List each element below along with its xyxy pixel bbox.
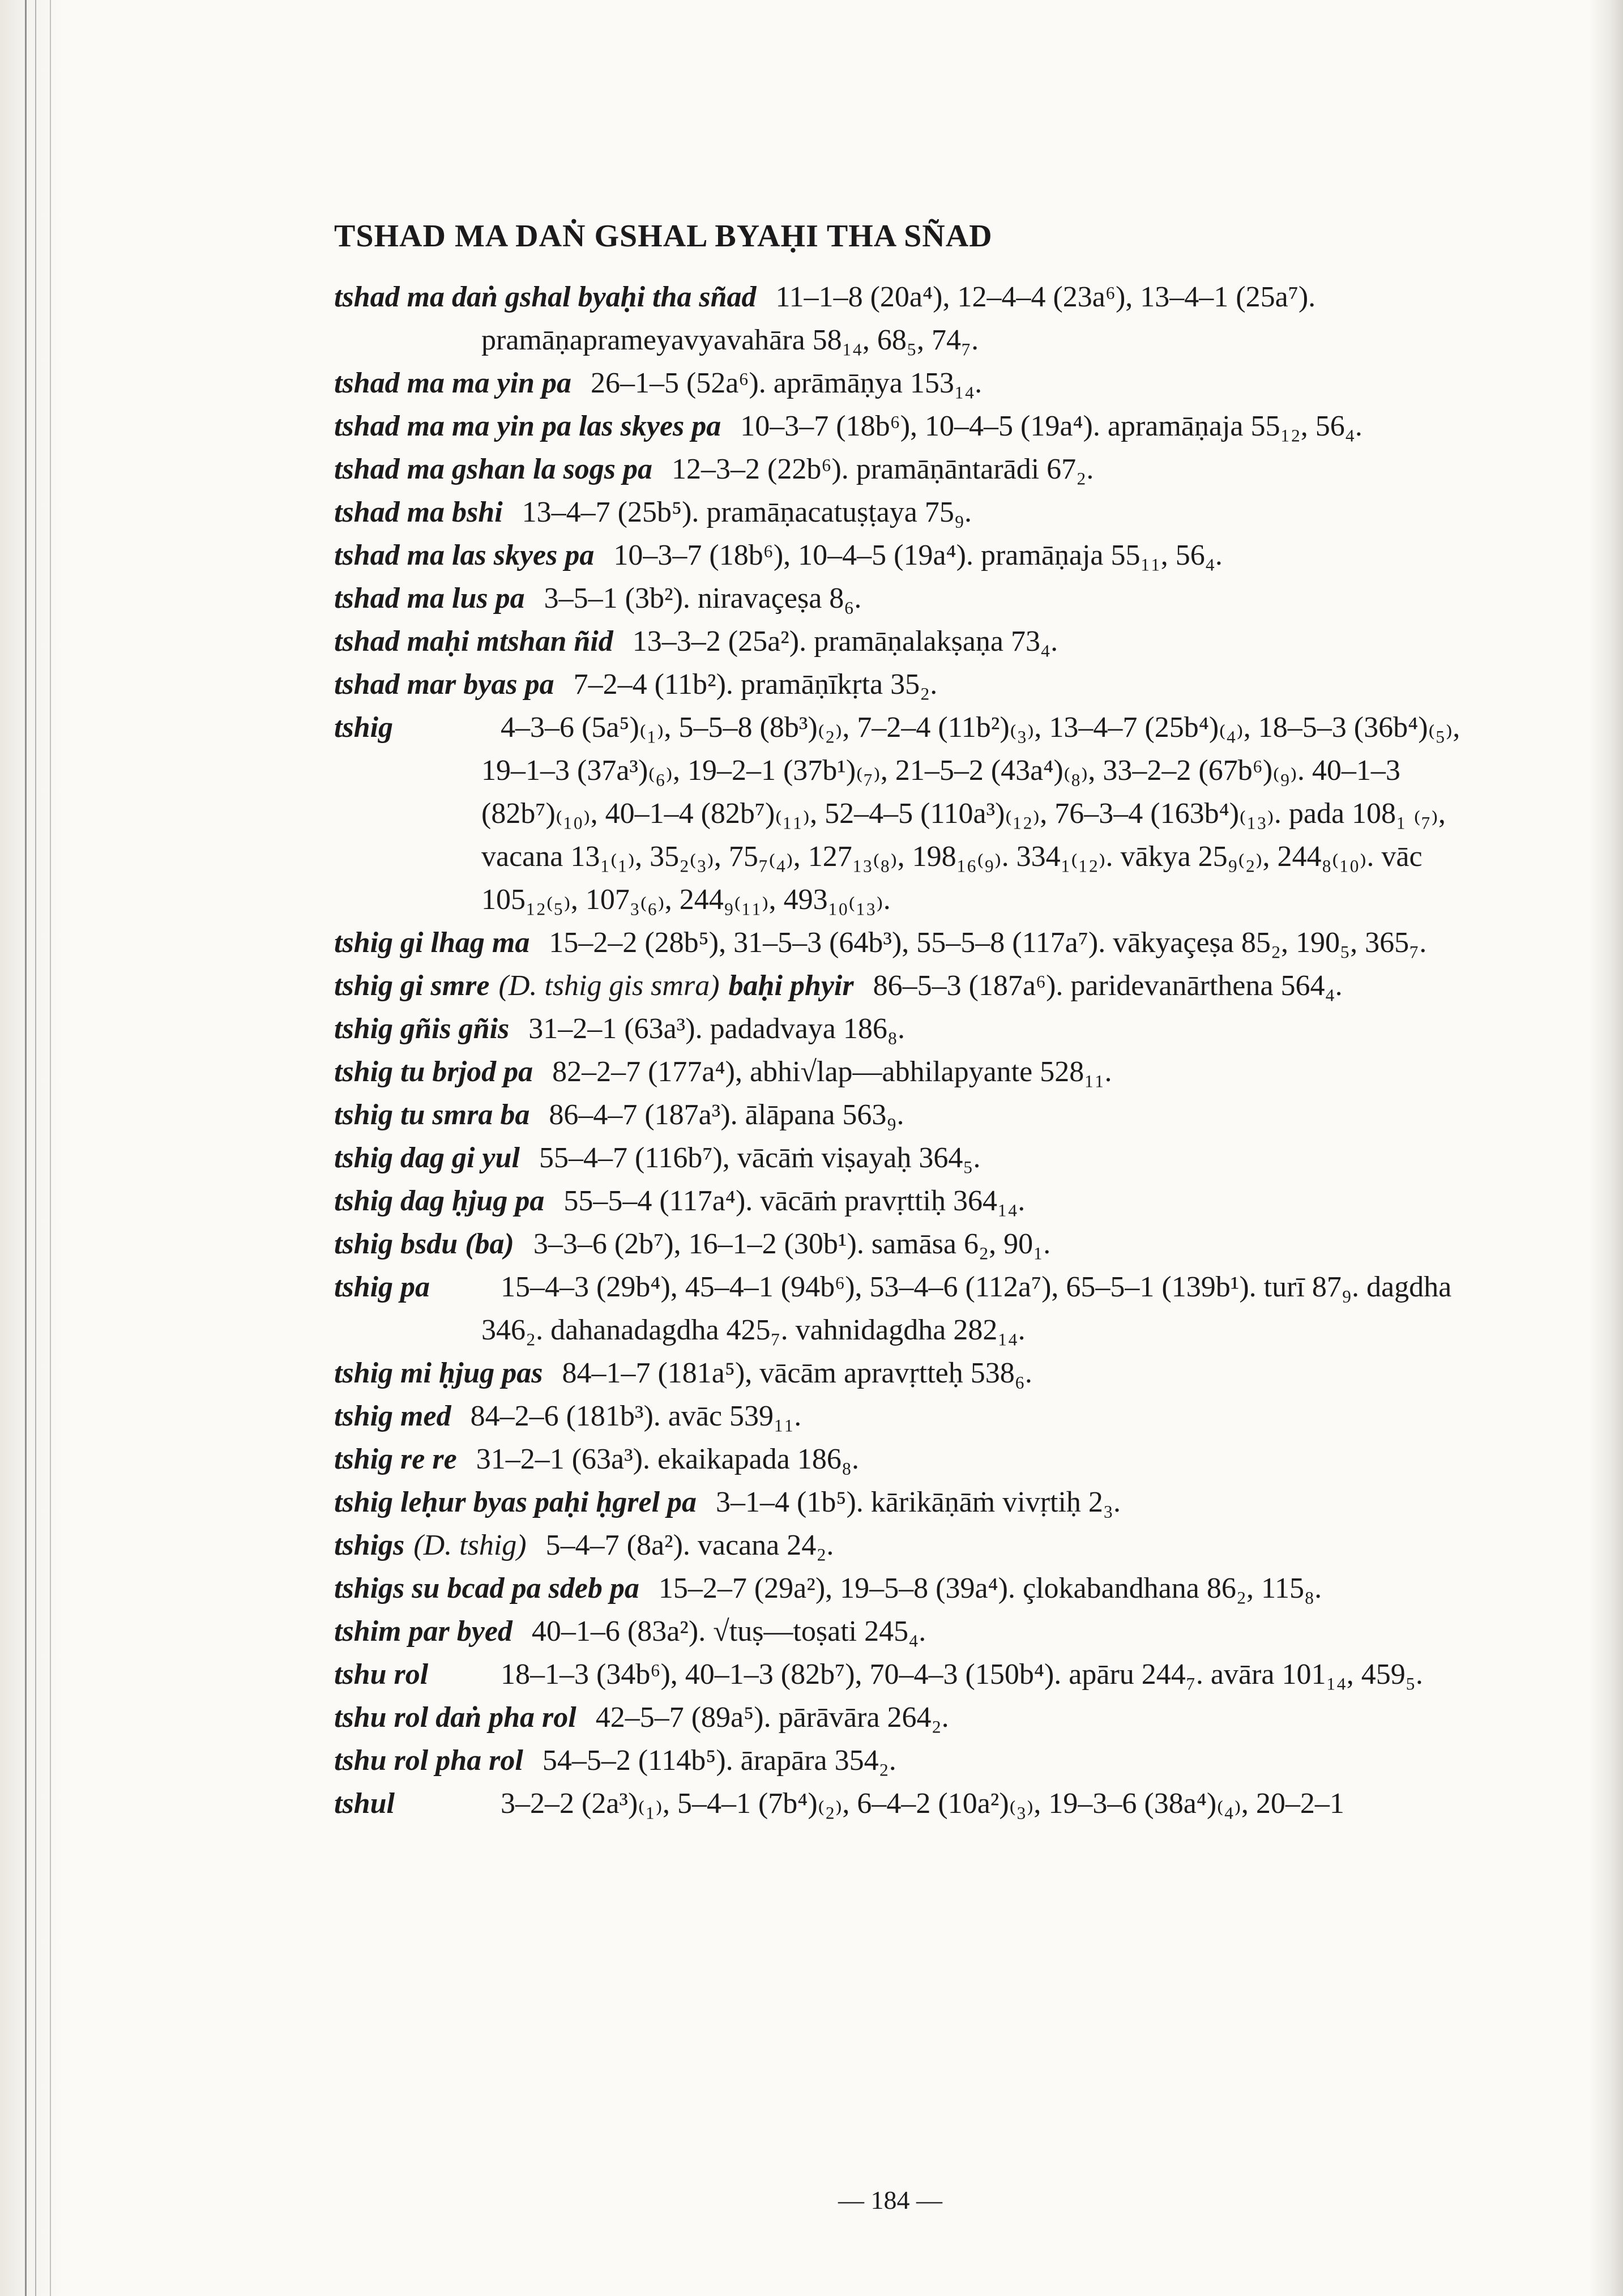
index-entry bbox=[334, 1352, 1467, 1395]
entry-references: 3–5–1 (3b²). niravaçeṣa 8₆. bbox=[544, 582, 862, 614]
entry-headword: tshig tu brjod pa bbox=[334, 1056, 533, 1088]
entry-references: 10–3–7 (18b⁶), 10–4–5 (19a⁴). pramāṇaja 55₁₁, 56₄. bbox=[613, 539, 1223, 571]
entry-headword: tshigs bbox=[334, 1529, 405, 1561]
entry-references: 7–2–4 (11b²). pramāṇīkṛta 35₂. bbox=[573, 668, 938, 701]
index-entry bbox=[334, 965, 1467, 1008]
entry-headword: tshig gi smre bbox=[334, 970, 490, 1002]
page-number: — 184 — bbox=[838, 2186, 942, 2214]
index-entry bbox=[334, 405, 1467, 448]
index-entry bbox=[334, 706, 1467, 921]
entry-references: 84–2–6 (181b³). avāc 539₁₁. bbox=[470, 1400, 802, 1432]
entry-headword: tshad ma gshan la sogs pa bbox=[334, 453, 653, 485]
entry-references: 11–1–8 (20a⁴), 12–4–4 (23a⁶), 13–4–1 (25a⁷). pramāṇaprameyavyavahāra 58₁₄, 68₅, 74₇. bbox=[481, 281, 1316, 356]
entry-headword: tshad ma bshi bbox=[334, 496, 503, 528]
scan-line bbox=[35, 0, 36, 2296]
entry-headword: tshig bbox=[334, 711, 394, 744]
index-entry bbox=[334, 1180, 1467, 1223]
entry-references: 86–5–3 (187a⁶). paridevanārthena 564₄. bbox=[873, 970, 1343, 1002]
entry-headword: tshu rol bbox=[334, 1658, 429, 1691]
entry-references: 15–2–7 (29a²), 19–5–8 (39a⁴). çlokabandhana 86₂, 115₈. bbox=[658, 1572, 1322, 1604]
entry-references: 3–3–6 (2b⁷), 16–1–2 (30b¹). samāsa 6₂, 90₁. bbox=[533, 1228, 1051, 1260]
index-entry bbox=[334, 1696, 1467, 1739]
entry-references: 12–3–2 (22b⁶). pramāṇāntarādi 67₂. bbox=[672, 453, 1094, 485]
entry-headword: tshigs su bcad pa sdeb pa bbox=[334, 1572, 639, 1604]
index-entry bbox=[334, 1653, 1467, 1696]
entry-headword: tshig leḥur byas paḥi ḥgrel pa bbox=[334, 1486, 697, 1518]
index-entry bbox=[334, 1481, 1467, 1524]
entry-headword: tshig dag ḥjug pa bbox=[334, 1185, 545, 1217]
index-entry bbox=[334, 663, 1467, 706]
scan-line bbox=[50, 0, 51, 2296]
entry-headword: tshad ma ma yin pa las skyes pa bbox=[334, 410, 721, 442]
scan-line bbox=[25, 0, 27, 2296]
entry-headword: tshad mar byas pa bbox=[334, 668, 554, 701]
entry-references: 4–3–6 (5a⁵)₍₁₎, 5–5–8 (8b³)₍₂₎, 7–2–4 (11b²)₍₃₎, 13–4–7 (25b⁴)₍₄₎, 18–5–3 (36b⁴)₍₅₎, 19–1–3 (37a³)₍₆₎, 19–2–1 (37b¹)₍₇₎, 21–5–2 (43a⁴)₍₈₎, 33–2–2 (67b⁶)₍₉₎. 40–1–3 (82b⁷)₍₁₀₎, 40–1–4 (82b⁷)₍₁₁₎, 52–4–5 (110a³)₍₁₂₎, 76–3–4 (163b⁴)₍₁₃₎. pada 108₁ ₍₇₎, vacana 13₁₍₁₎, 35₂₍₃₎, 75₇₍₄₎, 127₁₃₍₈₎, 198₁₆₍₉₎. 334₁₍₁₂₎. vākya 25₉₍₂₎, 244₈₍₁₀₎. vāc 105₁₂₍₅₎, 107₃₍₆₎, 244₉₍₁₁₎, 493₁₀₍₁₃₎. bbox=[481, 711, 1460, 916]
entry-variant-reading: (D. tshig) bbox=[413, 1529, 527, 1561]
index-entry bbox=[334, 921, 1467, 965]
index-entry bbox=[334, 448, 1467, 491]
entry-references: 42–5–7 (89a⁵). pārāvāra 264₂. bbox=[595, 1701, 949, 1734]
index-entry bbox=[334, 1567, 1467, 1610]
entry-variant-reading: (D. tshig gis smra) bbox=[498, 970, 720, 1002]
entry-headword: tshig gi lhag ma bbox=[334, 927, 530, 959]
entry-headword: tshig re re bbox=[334, 1443, 457, 1475]
entry-headword: tshig med bbox=[334, 1400, 451, 1432]
index-entry bbox=[334, 1137, 1467, 1180]
entry-headword: tshad ma daṅ gshal byaḥi tha sñad bbox=[334, 281, 757, 313]
index-entry bbox=[334, 1782, 1467, 1825]
entry-references: 86–4–7 (187a³). ālāpana 563₉. bbox=[549, 1099, 904, 1131]
scan-edge-right bbox=[1589, 0, 1623, 2296]
page-heading: TSHAD MA DAṄ GSHAL BYAḤI THA SÑAD bbox=[334, 219, 993, 254]
entry-references: 31–2–1 (63a³). ekaikapada 186₈. bbox=[476, 1443, 859, 1475]
entry-references: 26–1–5 (52a⁶). aprāmāṇya 153₁₄. bbox=[590, 367, 983, 399]
entry-references: 13–3–2 (25a²). pramāṇalakṣaṇa 73₄. bbox=[632, 625, 1058, 658]
entry-references: 84–1–7 (181a⁵), vācām apravṛtteḥ 538₆. bbox=[562, 1357, 1032, 1389]
index-entry bbox=[334, 1610, 1467, 1653]
index-entry bbox=[334, 1094, 1467, 1137]
entry-references: 40–1–6 (83a²). √tuṣ—toṣati 245₄. bbox=[531, 1615, 926, 1648]
index-entry bbox=[334, 1008, 1467, 1051]
entry-headword: tshu rol daṅ pha rol bbox=[334, 1701, 576, 1734]
index-entry bbox=[334, 620, 1467, 663]
entry-headword: tshad ma lus pa bbox=[334, 582, 525, 614]
entry-headword: tshig pa bbox=[334, 1271, 430, 1303]
index-entry bbox=[334, 276, 1467, 362]
entry-headword: tshad maḥi mtshan ñid bbox=[334, 625, 613, 658]
index-entry bbox=[334, 1438, 1467, 1481]
entry-references: 5–4–7 (8a²). vacana 24₂. bbox=[545, 1529, 834, 1561]
index-entry bbox=[334, 1739, 1467, 1782]
index-entries bbox=[334, 276, 1467, 1825]
index-entry bbox=[334, 1223, 1467, 1266]
entry-headword: tshig gñis gñis bbox=[334, 1013, 510, 1045]
entry-headword: tshim par byed bbox=[334, 1615, 512, 1648]
entry-headword: tshig dag gi yul bbox=[334, 1142, 520, 1174]
index-entry bbox=[334, 1524, 1467, 1567]
entry-headword: tshad ma ma yin pa bbox=[334, 367, 571, 399]
scan-edge-left bbox=[0, 0, 62, 2296]
index-entry bbox=[334, 1395, 1467, 1438]
entry-references: 18–1–3 (34b⁶), 40–1–3 (82b⁷), 70–4–3 (150b⁴). apāru 244₇. avāra 101₁₄, 459₅. bbox=[501, 1658, 1423, 1691]
entry-references: 31–2–1 (63a³). padadvaya 186₈. bbox=[528, 1013, 906, 1045]
entry-references: 10–3–7 (18b⁶), 10–4–5 (19a⁴). apramāṇaja 55₁₂, 56₄. bbox=[740, 410, 1363, 442]
entry-references: 15–4–3 (29b⁴), 45–4–1 (94b⁶), 53–4–6 (112a⁷), 65–5–1 (139b¹). turī 87₉. dagdha 346₂. dahanadagdha 425₇. vahnidagdha 282₁₄. bbox=[481, 1271, 1452, 1346]
index-entry bbox=[334, 577, 1467, 620]
index-entry bbox=[334, 362, 1467, 405]
index-entry bbox=[334, 1266, 1467, 1352]
entry-references: 54–5–2 (114b⁵). ārapāra 354₂. bbox=[542, 1744, 896, 1777]
entry-references: 55–5–4 (117a⁴). vācāṁ pravṛttiḥ 364₁₄. bbox=[563, 1185, 1026, 1217]
entry-headword: tshul bbox=[334, 1787, 395, 1820]
entry-headword: tshig tu smra ba bbox=[334, 1099, 530, 1131]
entry-headword: tshig bsdu (ba) bbox=[334, 1228, 514, 1260]
entry-headword: tshig mi ḥjug pas bbox=[334, 1357, 543, 1389]
index-entry bbox=[334, 1051, 1467, 1094]
entry-references: 13–4–7 (25b⁵). pramāṇacatuṣṭaya 75₉. bbox=[522, 496, 972, 528]
entry-references: 82–2–7 (177a⁴), abhi√lap—abhilapyante 528₁₁. bbox=[552, 1056, 1112, 1088]
index-entry bbox=[334, 491, 1467, 534]
entry-references: 15–2–2 (28b⁵), 31–5–3 (64b³), 55–5–8 (117a⁷). vākyaçeṣa 85₂, 190₅, 365₇. bbox=[549, 927, 1427, 959]
entry-references: 55–4–7 (116b⁷), vācāṁ viṣayaḥ 364₅. bbox=[539, 1142, 981, 1174]
entry-references: 3–2–2 (2a³)₍₁₎, 5–4–1 (7b⁴)₍₂₎, 6–4–2 (10a²)₍₃₎, 19–3–6 (38a⁴)₍₄₎, 20–2–1 bbox=[501, 1787, 1344, 1820]
entry-headword: tshu rol pha rol bbox=[334, 1744, 523, 1777]
entry-headword: tshad ma las skyes pa bbox=[334, 539, 595, 571]
index-entry bbox=[334, 534, 1467, 577]
entry-references: 3–1–4 (1b⁵). kārikāṇāṁ vivṛtiḥ 2₃. bbox=[716, 1486, 1121, 1518]
entry-headword-continued: baḥi phyir bbox=[728, 970, 854, 1002]
